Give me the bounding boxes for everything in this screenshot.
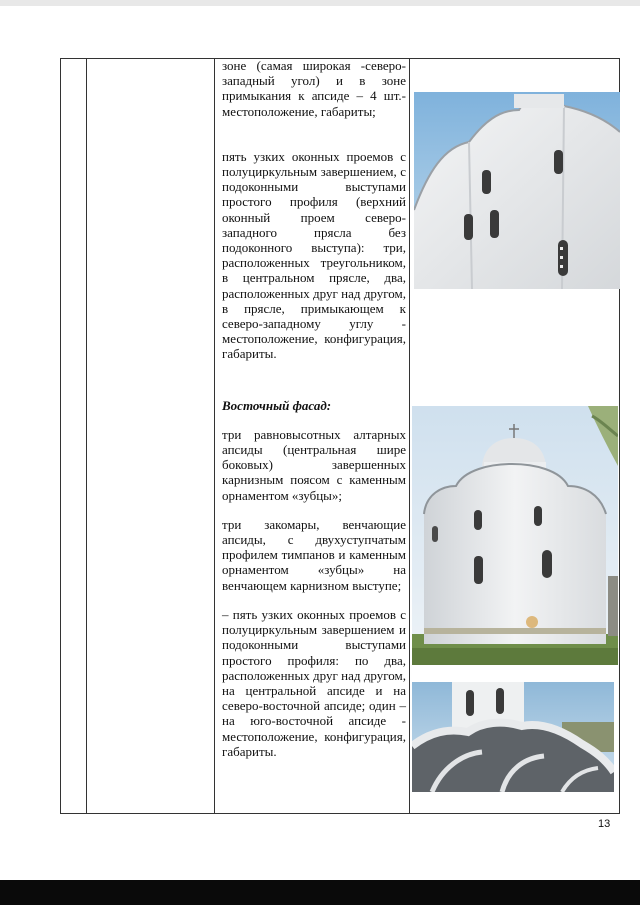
paragraph-east-zakomaras: три закомары, венчающие апсиды, с двухуступчатым профилем тимпанов и каменным орнаментом «зубцы» на венчающем карнизном выступе; <box>222 516 406 593</box>
table-divider-col2 <box>214 58 215 814</box>
paragraph-east-windows: – пять узких оконных проемов с полуциркульным завершением и подоконными выступами простого профиля: по два, расположенных друг над другом, на центральной апсиде и на северо-восточной апсиде; один – на юго-восточной апсиде - местоположение, конфигурация, габариты. <box>222 606 406 759</box>
table-divider-col3 <box>409 58 410 814</box>
table-divider-col1 <box>86 58 87 814</box>
paragraph-north-window-zones: зоне (самая широкая -северо-западный угол) и в зоне примыкания к апсиде – 4 шт.- местоположение, габариты; <box>222 58 406 119</box>
description-cell <box>222 58 406 759</box>
north-facade-drawing <box>414 92 620 289</box>
scan-bottom-edge <box>0 880 640 905</box>
east-facade-drawing <box>412 406 618 665</box>
photo-drum-detail <box>412 682 614 792</box>
table-border-left <box>60 58 61 814</box>
paragraph-east-apses: три равновысотных алтарных апсиды (центральная шире боковых) завершенных карнизным поясом с каменным орнаментом «зубцы»; <box>222 426 406 503</box>
photo-east-facade <box>412 406 618 665</box>
section-heading-east-facade: Восточный фасад: <box>222 397 332 413</box>
paragraph-north-windows: пять узких оконных проемов с полуциркульным завершением, с подоконными выступами простого профиля (верхний оконный проем северо-западного прясла без подоконного выступа): три, расположенных треугольником, в центральном прясле, два, расположенных друг над другом, в прясле, примыкающем к северо-западному углу - местоположение, конфигурация, габариты. <box>222 148 406 362</box>
table-border-bottom <box>60 813 620 814</box>
scan-top-edge <box>0 0 640 6</box>
page-number: 13 <box>598 818 611 830</box>
drum-detail-drawing <box>412 682 614 792</box>
photo-north-facade <box>414 92 620 289</box>
